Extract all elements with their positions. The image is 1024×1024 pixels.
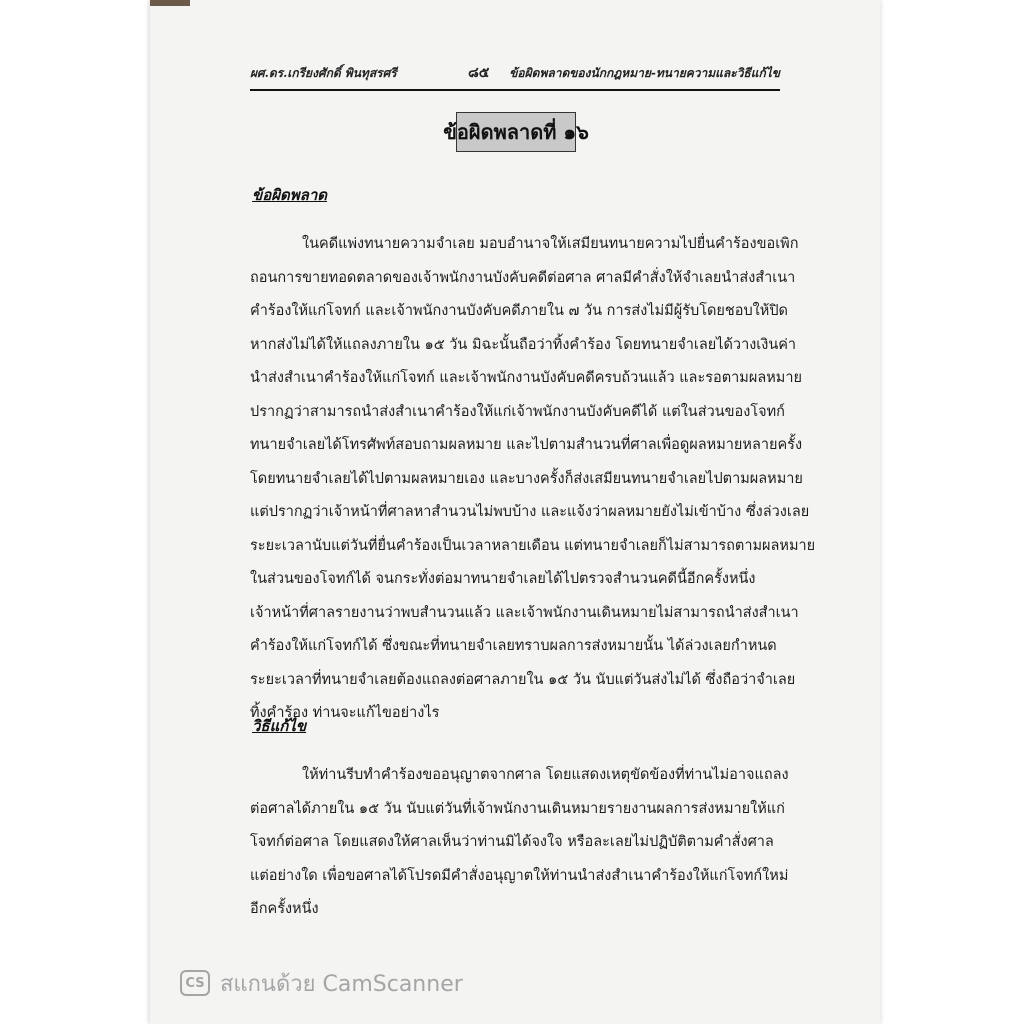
paragraph-line: ให้ท่านรีบทำคำร้องขออนุญาตจากศาล โดยแสดงเหตุขัดข้องที่ท่านไม่อาจแถลง <box>302 767 789 783</box>
solution-heading: วิธีแก้ไข <box>252 717 307 735</box>
header-page-number: ๘๕ <box>468 65 490 81</box>
paragraph-line: ต่อศาลได้ภายใน ๑๕ วัน นับแต่วันที่เจ้าพนักงานเดินหมายรายงานผลการส่งหมายให้แก่ <box>250 800 785 817</box>
header-book-title: ข้อผิดพลาดของนักกฎหมาย-ทนายความและวิธีแก้ไข <box>509 66 780 80</box>
running-header <box>250 60 780 84</box>
paragraph-line: ในส่วนของโจทก์ได้ จนกระทั่งต่อมาทนายจำเลยได้ไปตรวจสำนวนคดีนี้อีกครั้งหนึ่ง <box>250 571 756 587</box>
header-author: ผศ.ดร.เกรียงศักดิ์ พินทุสรศรี <box>250 66 397 80</box>
paragraph-line: ถอนการขายทอดตลาดของเจ้าพนักงานบังคับคดีต่อศาล ศาลมีคำสั่งให้จำเลยนำส่งสำเนา <box>250 269 796 286</box>
paragraph-line: ในคดีแพ่งทนายความจำเลย มอบอำนาจให้เสมียนทนายความไปยื่นคำร้องขอเพิก <box>302 236 799 252</box>
section-title-box <box>443 112 589 152</box>
section-title: ข้อผิดพลาดที่ ๑๖ <box>443 120 589 144</box>
solution-paragraph <box>250 759 789 927</box>
paragraph-line: ระยะเวลาที่ทนายจำเลยต้องแถลงต่อศาลภายใน ๑๕ วัน นับแต่วันส่งไม่ได้ ซึ่งถือว่าจำเลย <box>250 671 796 688</box>
header-rule <box>250 89 780 91</box>
paragraph-line: อีกครั้งหนึ่ง <box>250 901 319 917</box>
paragraph-line: คำร้องให้แก่โจทก์ได้ ซึ่งขณะที่ทนายจำเลยทราบผลการส่งหมายนั้น ได้ล่วงเลยกำหนด <box>250 638 777 654</box>
paragraph-line: นำส่งสำเนาคำร้องให้แก่โจทก์ และเจ้าพนักงานบังคับคดีครบถ้วนแล้ว และรอตามผลหมาย <box>250 370 802 386</box>
paragraph-line: คำร้องให้แก่โจทก์ และเจ้าพนักงานบังคับคดีภายใน ๗ วัน การส่งไม่มีผู้รับโดยชอบให้ปิด <box>250 303 788 319</box>
paragraph-line: ปรากฏว่าสามารถนำส่งสำเนาคำร้องให้แก่เจ้าพนักงานบังคับคดีได้ แต่ในส่วนของโจทก์ <box>250 403 785 420</box>
mistake-heading: ข้อผิดพลาด <box>252 186 328 204</box>
paragraph-line: ระยะเวลานับแต่วันที่ยื่นคำร้องเป็นเวลาหลายเดือน แต่ทนายจำเลยก็ไม่สามารถตามผลหมาย <box>250 537 816 554</box>
paragraph-line: ทิ้งคำร้อง ท่านจะแก้ไขอย่างไร <box>250 705 440 721</box>
watermark-text: สแกนด้วย CamScanner <box>220 971 463 997</box>
camscanner-watermark <box>180 967 463 999</box>
paragraph-line: โดยทนายจำเลยได้ไปตามผลหมายเอง และบางครั้งก็ส่งเสมียนทนายจำเลยไปตามผลหมาย <box>250 470 803 487</box>
page-edge-shadow <box>150 0 190 6</box>
paragraph-line: แต่อย่างใด เพื่อขอศาลได้โปรดมีคำสั่งอนุญาตให้ท่านนำส่งสำเนาคำร้องให้แก่โจทก์ใหม่ <box>250 867 789 884</box>
paragraph-line: แต่ปรากฏว่าเจ้าหน้าที่ศาลหาสำนวนไม่พบบ้าง และแจ้งว่าผลหมายยังไม่เข้าบ้าง ซึ่งล่วงเลย <box>250 504 810 520</box>
paragraph-line: โจทก์ต่อศาล โดยแสดงให้ศาลเห็นว่าท่านมิได้จงใจ หรือละเลยไม่ปฏิบัติตามคำสั่งศาล <box>250 834 774 850</box>
cs-logo-icon: CS <box>180 970 210 996</box>
paragraph-line: ทนายจำเลยได้โทรศัพท์สอบถามผลหมาย และไปตามสำนวนที่ศาลเพื่อดูผลหมายหลายครั้ง <box>250 437 803 453</box>
paragraph-line: เจ้าหน้าที่ศาลรายงานว่าพบสำนวนแล้ว และเจ้าพนักงานเดินหมายไม่สามารถนำส่งสำเนา <box>250 604 799 621</box>
paragraph-line: หากส่งไม่ได้ให้แถลงภายใน ๑๕ วัน มิฉะนั้นถือว่าทิ้งคำร้อง โดยทนายจำเลยได้วางเงินค่า <box>250 336 797 353</box>
mistake-paragraph <box>250 228 816 731</box>
